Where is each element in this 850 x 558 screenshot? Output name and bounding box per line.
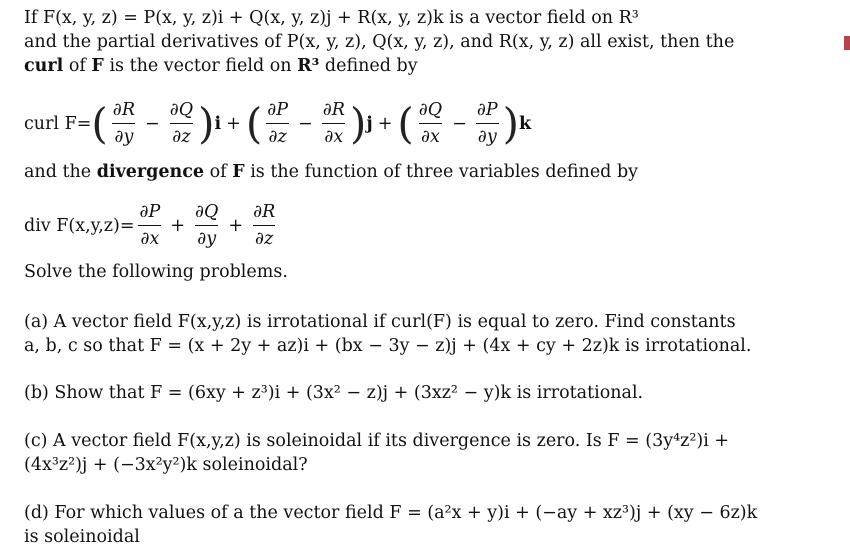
frac-dP-dx: $\frac{\partial P}{\partial x}$ — [139, 202, 161, 249]
frac-dQ-dx: $\frac{\partial Q}{\partial x}$ — [418, 100, 443, 147]
frac-dR-dz: $\frac{\partial R}{\partial z}$ — [253, 202, 276, 249]
divergence-intro: and the divergence of F is the function of three variables defined by — [24, 162, 639, 182]
intro-line-2: and the partial derivatives of P(x, y, z), Q(x, y, z), and R(x, y, z) all exist, then the — [24, 32, 735, 52]
frac-dR-dx: $\frac{\partial R}{\partial x}$ — [322, 100, 345, 147]
div-label: div F(x,y,z)= — [24, 215, 135, 236]
intro-line-1: If F(x, y, z) = P(x, y, z)i + Q(x, y, z)j + R(x, y, z)k is a vector field on R³ — [24, 8, 639, 28]
intro-line-3: curl of F is the vector field on R³ defined by — [24, 56, 418, 76]
problem-a: (a) A vector field F(x,y,z) is irrotational if curl(F) is equal to zero. Find constants a, b, c so that F = (x + 2y + az)i + (bx − 3y − z)j + (4x + cy + 2z)k is irrotational. — [24, 312, 752, 356]
divergence-formula: div F(x,y,z)= $\frac{\partial P}{\partial x}$ + $\frac{\partial Q}{\partial y}$ + $\frac{\partial R}{\partial z}$ — [24, 202, 276, 249]
frac-dR-dy: $\frac{\partial R}{\partial y}$ — [112, 100, 136, 147]
instruction: Solve the following problems. — [24, 262, 288, 282]
edge-marker — [844, 36, 850, 50]
problem-c: (c) A vector field F(x,y,z) is soleinoidal if its divergence is zero. Is F = (3y⁴z²)i + (4x³z²)j + (−3x²y²)k soleinoidal? — [24, 431, 730, 475]
frac-dQ-dy: $\frac{\partial Q}{\partial y}$ — [195, 202, 219, 249]
problem-d: (d) For which values of a the vector field F = (a²x + y)i + (−ay + xz³)j + (xy − 6z)k is soleinoidal — [24, 503, 758, 547]
frac-dP-dy: $\frac{\partial P}{\partial y}$ — [476, 100, 498, 147]
unit-k: k — [519, 113, 532, 134]
unit-j: j — [366, 113, 373, 134]
curl-formula: curl F= ( $\frac{\partial R}{\partial y}$ − $\frac{\partial Q}{\partial z}$ ) i + ( $\frac{\partial P}{\partial z}$ − $\frac{\partial R}{\partial x}$ ) j + ( $\frac{\partial Q}{\partial x}$ − $\frac{\partial P}{\partial y}$ ) k — [24, 98, 532, 148]
frac-dP-dz: $\frac{\partial P}{\partial z}$ — [267, 100, 289, 147]
problem-7-intro — [24, 6, 824, 78]
problem-b: (b) Show that F = (6xy + z³)i + (3x² − z)j + (3xz² − y)k is irrotational. — [24, 383, 644, 403]
curl-label: curl F= — [24, 113, 92, 134]
unit-i: i — [214, 113, 222, 134]
frac-dQ-dz: $\frac{\partial Q}{\partial z}$ — [169, 100, 194, 147]
